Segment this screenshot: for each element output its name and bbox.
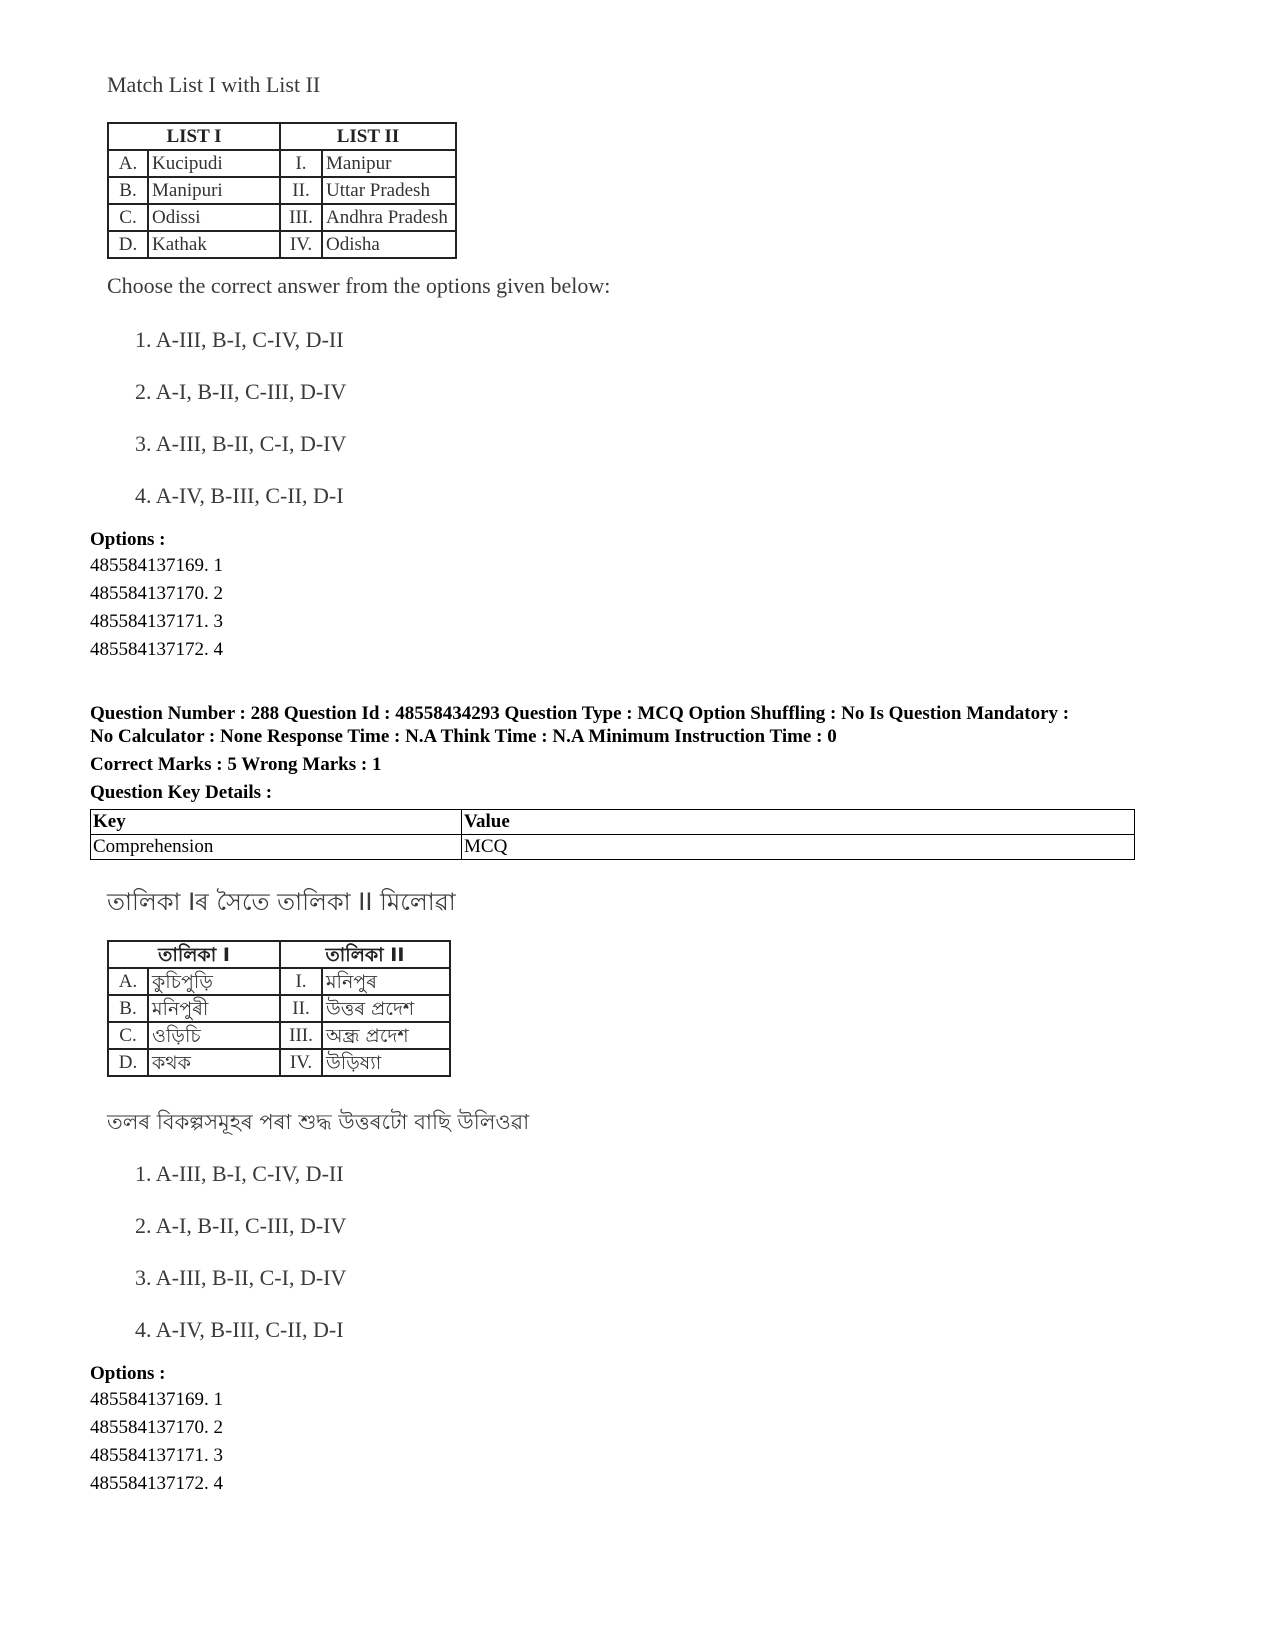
list-one-header: তালিকা I	[108, 941, 280, 968]
list-two-item: উড়িষ্যা	[322, 1049, 450, 1076]
table-row	[108, 1049, 450, 1076]
list-one-header: LIST I	[108, 123, 280, 150]
row-label: D.	[108, 231, 148, 258]
row-label: A.	[108, 150, 148, 177]
row-label: II.	[280, 177, 322, 204]
key-header: Key	[91, 810, 462, 835]
options-label: Options :	[90, 529, 166, 550]
list-two-item: Andhra Pradesh	[322, 204, 456, 231]
row-label: B.	[108, 995, 148, 1022]
choices-list	[135, 325, 346, 533]
choice-item: 1. A-III, B-I, C-IV, D-II	[135, 327, 344, 352]
choice-item: 2. A-I, B-II, C-III, D-IV	[135, 379, 347, 404]
list-one-item: Manipuri	[148, 177, 280, 204]
table-row	[108, 968, 450, 995]
list-two-item: Uttar Pradesh	[322, 177, 456, 204]
choice-item: 4. A-IV, B-III, C-II, D-I	[135, 1317, 344, 1342]
row-label: III.	[280, 204, 322, 231]
choice-item: 4. A-IV, B-III, C-II, D-I	[135, 483, 344, 508]
question-image-assamese	[107, 884, 456, 924]
row-label: A.	[108, 968, 148, 995]
question-stem-assamese: তালিকা Iৰ সৈতে তালিকা II মিলোৱা	[107, 888, 456, 916]
row-label: C.	[108, 1022, 148, 1049]
table-header-row	[91, 810, 1135, 835]
row-label: II.	[280, 995, 322, 1022]
instruction-assamese-container	[107, 1106, 529, 1141]
option-item: 485584137169. 1	[90, 1389, 223, 1410]
instruction-container	[107, 273, 610, 299]
table-row	[108, 1022, 450, 1049]
row-label: IV.	[280, 1049, 322, 1076]
choice-item: 1. A-III, B-I, C-IV, D-II	[135, 1161, 344, 1186]
list-two-header: তালিকা II	[280, 941, 450, 968]
row-label: IV.	[280, 231, 322, 258]
options-list	[90, 552, 223, 664]
key-cell: Comprehension	[91, 835, 462, 860]
match-table-container	[107, 122, 457, 259]
choices-assamese-container	[135, 1159, 346, 1367]
table-row	[91, 835, 1135, 860]
value-cell: MCQ	[462, 835, 1135, 860]
choice-item: 3. A-III, B-II, C-I, D-IV	[135, 1265, 347, 1290]
option-item: 485584137170. 2	[90, 1417, 223, 1438]
key-details-table	[90, 809, 1135, 860]
option-item: 485584137172. 4	[90, 639, 223, 660]
key-details-label: Question Key Details :	[90, 782, 273, 803]
list-two-item: Odisha	[322, 231, 456, 258]
list-one-item: Kathak	[148, 231, 280, 258]
row-label: I.	[280, 150, 322, 177]
row-label: C.	[108, 204, 148, 231]
instruction-text: Choose the correct answer from the options given below:	[107, 273, 611, 298]
list-one-item: কথক	[148, 1049, 280, 1076]
list-one-item: Odissi	[148, 204, 280, 231]
row-label: I.	[280, 968, 322, 995]
option-item: 485584137171. 3	[90, 611, 223, 632]
option-item: 485584137171. 3	[90, 1445, 223, 1466]
list-two-item: Manipur	[322, 150, 456, 177]
list-two-item: উত্তৰ প্ৰদেশ	[322, 995, 450, 1022]
instruction-text-assamese: তলৰ বিকল্পসমূহৰ পৰা শুদ্ধ উত্তৰটো বাছি উলিওৱা	[107, 1110, 530, 1134]
list-one-item: Kucipudi	[148, 150, 280, 177]
list-two-item: অন্ধ্ৰ প্ৰদেশ	[322, 1022, 450, 1049]
option-item: 485584137172. 4	[90, 1473, 223, 1494]
table-row	[108, 150, 456, 177]
question-meta-line2: No Calculator : None Response Time : N.A Think Time : N.A Minimum Instruction Time : 0	[90, 726, 837, 747]
table-row	[108, 204, 456, 231]
choices-list	[135, 1159, 346, 1367]
list-two-item: মনিপুৰ	[322, 968, 450, 995]
list-one-item: কুচিপুড়ি	[148, 968, 280, 995]
marks-line: Correct Marks : 5 Wrong Marks : 1	[90, 754, 382, 775]
choice-item: 2. A-I, B-II, C-III, D-IV	[135, 1213, 347, 1238]
match-table	[107, 122, 457, 259]
match-table-assamese	[107, 940, 451, 1077]
list-one-item: মনিপুৰী	[148, 995, 280, 1022]
value-header: Value	[462, 810, 1135, 835]
row-label: D.	[108, 1049, 148, 1076]
row-label: III.	[280, 1022, 322, 1049]
match-table-assamese-container	[107, 940, 451, 1077]
question-stem: Match List I with List II	[107, 72, 321, 97]
question-image-english	[107, 72, 320, 98]
question-meta-line1: Question Number : 288 Question Id : 48558434293 Question Type : MCQ Option Shuffling : No Is Question Mandatory :	[90, 703, 1070, 724]
list-one-item: ওড়িচি	[148, 1022, 280, 1049]
list-two-header: LIST II	[280, 123, 456, 150]
option-item: 485584137170. 2	[90, 583, 223, 604]
table-row	[108, 995, 450, 1022]
options-label: Options :	[90, 1363, 166, 1384]
table-row	[108, 177, 456, 204]
choices-container	[135, 325, 346, 533]
table-row	[108, 231, 456, 258]
option-item: 485584137169. 1	[90, 555, 223, 576]
row-label: B.	[108, 177, 148, 204]
options-list	[90, 1386, 223, 1498]
choice-item: 3. A-III, B-II, C-I, D-IV	[135, 431, 347, 456]
